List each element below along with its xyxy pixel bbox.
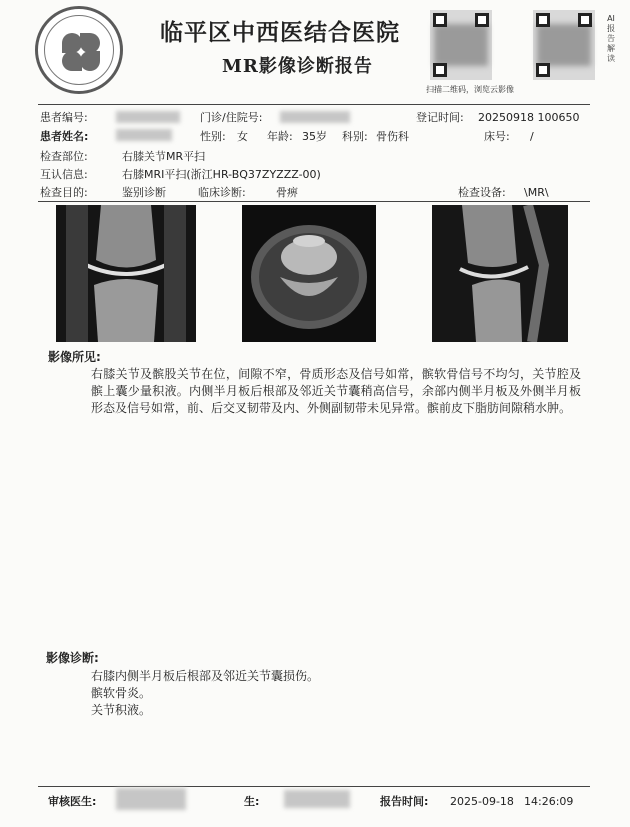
diagnosis-item: 关节积液。: [91, 703, 152, 717]
redacted-patient-id: [116, 111, 180, 123]
hospital-name: 临平区中西医结合医院: [160, 19, 400, 46]
age-label: 年龄:: [267, 130, 293, 143]
doctor-label: 生:: [244, 795, 260, 808]
device-value: \MR\: [524, 186, 549, 199]
diagnosis-item: 髌软骨炎。: [91, 686, 152, 700]
exam-part: 右膝关节MR平扫: [122, 150, 206, 163]
report-title: MR影像诊断报告: [222, 56, 373, 77]
report-clock-time: 14:26:09: [524, 795, 574, 808]
diagnosis-heading: 影像诊断:: [46, 651, 99, 665]
redacted-patient-name: [116, 129, 172, 141]
dept-value: 骨伤科: [376, 130, 409, 143]
clinical-dx-value: 骨痹: [276, 186, 298, 199]
purpose-value: 鉴别诊断: [122, 186, 166, 199]
register-time: 20250918 100650: [478, 111, 580, 124]
footer-divider: [38, 786, 590, 787]
register-time-label: 登记时间:: [416, 111, 464, 124]
bed-value: /: [530, 130, 534, 143]
ai-note: AI报告解读: [607, 14, 615, 63]
doctor-signature-redacted: [284, 790, 350, 808]
info-divider: [38, 201, 590, 202]
header-divider: [38, 104, 590, 105]
findings-heading: 影像所见:: [48, 350, 101, 364]
visit-no-label: 门诊/住院号:: [200, 111, 263, 124]
mutual-info: 右膝MRI平扫(浙江HR-BQ37ZYZZZ-00): [122, 168, 321, 181]
bed-label: 床号:: [484, 130, 510, 143]
mutual-info-label: 互认信息:: [40, 168, 88, 181]
device-label: 检查设备:: [458, 186, 506, 199]
diagnosis-item: 右膝内侧半月板后根部及邻近关节囊损伤。: [91, 669, 320, 683]
findings-text: 右膝关节及髌股关节在位，间隙不窄，骨质形态及信号如常，髌软骨信号不均匀，关节腔及髌上囊少量积液。内侧半月板后根部及邻近关节囊稍高信号，余部内侧半月板及外侧半月板形态及信号如常，前、后交叉韧带及内、外侧副韧带未见异常。髌前皮下脂肪间隙稍水肿。: [91, 367, 581, 415]
diagnosis-list: [91, 668, 319, 719]
purpose-label: 检查目的:: [40, 186, 88, 199]
redacted-visit-no: [280, 111, 350, 123]
age-value: 35岁: [302, 130, 327, 143]
qr-note: 扫描二维码，浏览云影像: [426, 85, 514, 94]
patient-name-label: 患者姓名:: [40, 130, 89, 143]
qr-code-cloud-image[interactable]: [430, 10, 492, 80]
report-date: 2025-09-18: [450, 795, 514, 808]
sex-value: 女: [237, 130, 248, 143]
mr-image-sagittal: [432, 205, 568, 342]
reviewer-label: 审核医生:: [48, 795, 97, 808]
dept-label: 科别:: [342, 130, 368, 143]
exam-part-label: 检查部位:: [40, 150, 88, 163]
mr-image-axial: [242, 205, 376, 342]
report-time-label: 报告时间:: [380, 795, 429, 808]
qr-code-ai-report[interactable]: [533, 10, 595, 80]
clinical-dx-label: 临床诊断:: [198, 186, 246, 199]
patient-id-label: 患者编号:: [40, 111, 88, 124]
sex-label: 性别:: [200, 130, 226, 143]
reviewer-signature-redacted: [116, 788, 186, 810]
mr-image-coronal: [56, 205, 196, 342]
hospital-logo: [35, 6, 123, 94]
